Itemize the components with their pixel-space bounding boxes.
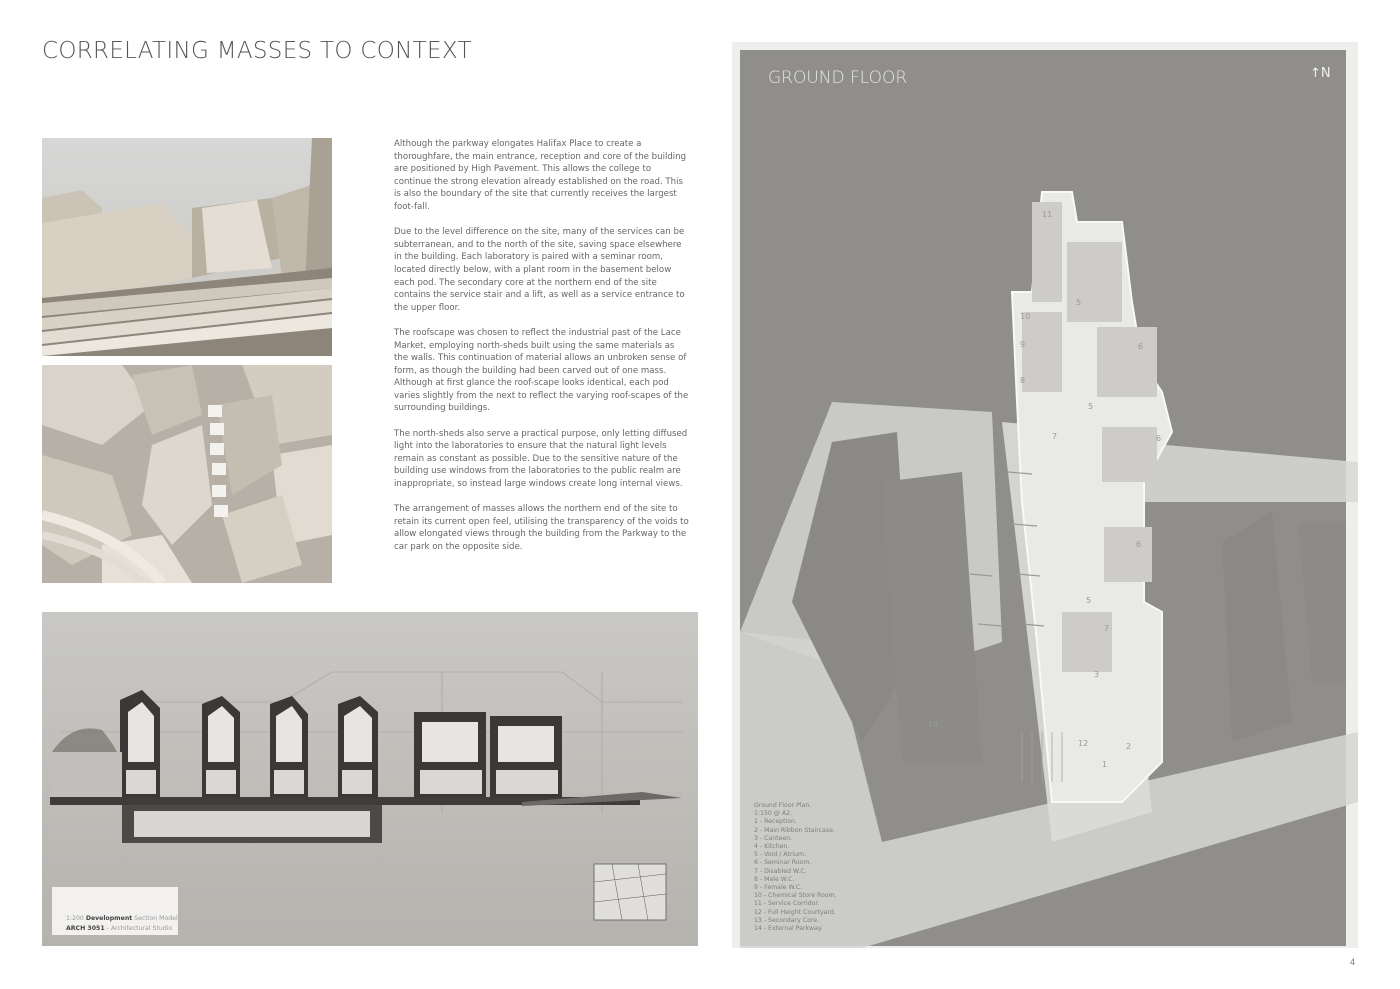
room-number: 6 [1136, 540, 1142, 549]
north-arrow-icon: ↑N [1310, 66, 1331, 81]
page-number: 4 [1350, 957, 1356, 967]
room-number: 11 [1042, 210, 1053, 219]
ground-floor-plan [732, 42, 1358, 948]
page-title: CORRELATING MASSES TO CONTEXT [42, 38, 472, 64]
room-number: 14 [928, 720, 939, 729]
paragraph-1: Although the parkway elongates Halifax Place to create a thoroughfare, the main entrance, reception and core of the building are positioned by High Pavement. This allows the college to continue the strong elevation already established on the road. This is also the boundary of the site that currently receives the largest foot-fall. [394, 139, 687, 212]
caption-course: - Architectural Studio [106, 925, 173, 932]
room-number: 9 [1020, 340, 1026, 349]
paragraph-5: The arrangement of masses allows the northern end of the site to retain its current open feel, utilising the transparency of the voids to allow elongated views through the building from the Parkway to the car park on the opposite side. [394, 504, 689, 552]
legend-item: 7 - Disabled W.C. [754, 867, 807, 875]
paragraph-3: The roofscape was chosen to reflect the industrial past of the Lace Market, employing north-sheds built using the same materials as the walls. This continuation of material allows an unbroken sense of form, as though the building had been carved out of one mass. Although at first glance the roof-scape looks identical, each pod varies slightly from the next to reflect the varying roof-scapes of the surrounding buildings. [394, 327, 689, 414]
room-number: 6 [1156, 434, 1162, 443]
legend-item: 5 - Void / Atrium. [754, 851, 807, 859]
caption-code: ARCH 3051 [66, 925, 105, 932]
legend-item: 3 - Canteen. [754, 834, 793, 842]
paragraph-2: Due to the level difference on the site, many of the services can be subterranean, and to the north of the site, saving space elsewhere in the building. Each laboratory is paired with a seminar room, located directly below, with a plant room in the basement below each pod. The secondary core at the northern end of the site contains the service stair and a lift, as well as a service entrance to the upper floor. [394, 227, 685, 313]
room-number: 5 [1086, 596, 1092, 605]
legend-item: 4 - Kitchen. [754, 843, 790, 851]
room-number: 7 [1052, 432, 1058, 441]
room-number: 1 [1102, 760, 1108, 769]
room-number: 5 [1076, 298, 1082, 307]
legend-item: 14 - External Parkway. [754, 925, 823, 933]
massing-model-photo [42, 365, 332, 583]
room-number: 7 [1104, 624, 1110, 633]
legend-item: 12 - Full Height Courtyard. [754, 908, 836, 916]
room-number: 3 [1094, 670, 1100, 679]
room-number: 10 [1020, 312, 1031, 321]
legend-scale: 1:150 @ A2. [754, 810, 793, 818]
legend-item: 2 - Main Ribbon Staircase. [754, 826, 835, 834]
legend-item: 10 - Chemical Store Room. [754, 892, 837, 900]
caption-scale: 1:200 [66, 915, 84, 922]
caption-rest: Section Model [134, 915, 178, 922]
legend-item: 8 - Male W.C. [754, 875, 795, 883]
north-label: N [1320, 66, 1331, 81]
paragraph-4: The north-sheds also serve a practical purpose, only letting diffused light into the laboratories to ensure that the natural light levels remain as constant as possible. Due to the sensitive nature of the building use windows from the laboratories to the public realm are inappropriate, so instead large windows create long internal views. [394, 428, 688, 490]
legend-title: Ground Floor Plan. [754, 802, 812, 809]
legend-item: 13 - Secondary Core. [754, 916, 820, 924]
room-number: 8 [1020, 376, 1026, 385]
caption-bold-word: Development [85, 915, 133, 922]
legend-item: 9 - Female W.C. [754, 884, 803, 892]
legend-item: 6 - Seminar Room. [754, 859, 812, 867]
room-number: 6 [1138, 342, 1144, 351]
plan-title: GROUND FLOOR [768, 68, 908, 88]
legend-item: 11 - Service Corridor. [754, 900, 820, 908]
body-text [394, 138, 690, 566]
room-number: 5 [1088, 402, 1094, 411]
section-caption [52, 887, 178, 935]
legend-item: 1 - Reception. [754, 818, 797, 826]
model-steps-photo [42, 138, 332, 356]
room-number: 12 [1078, 739, 1089, 748]
plan-legend [754, 802, 837, 933]
room-number: 2 [1126, 742, 1132, 751]
